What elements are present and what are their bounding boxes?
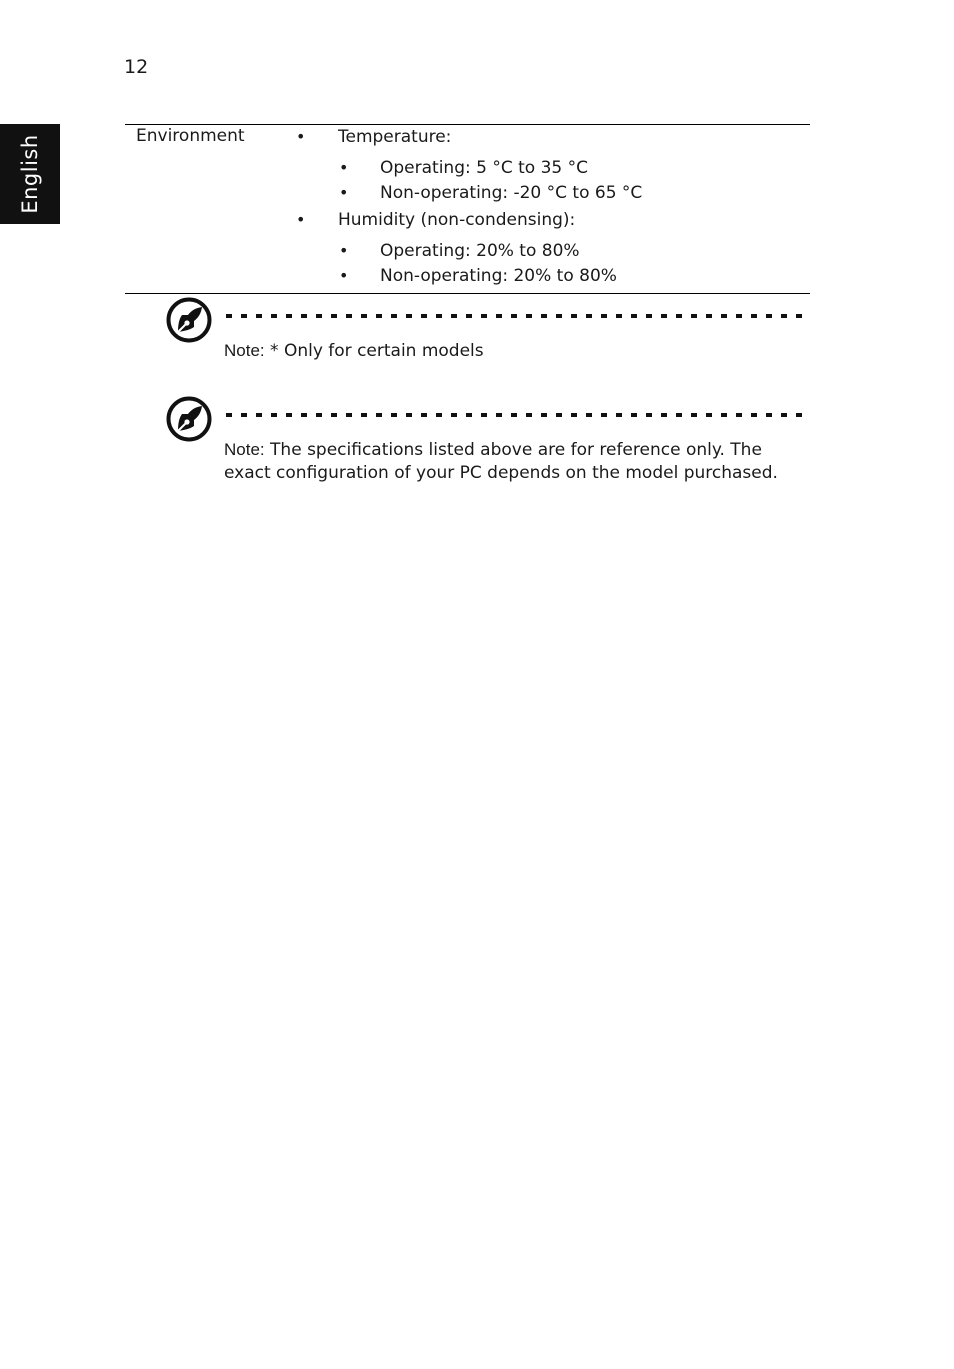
bullet-icon: • [296,210,306,229]
spec-subitem-text: Non-operating: 20% to 80% [380,266,617,286]
spec-table [125,124,810,294]
language-tab-label: English [18,134,42,214]
note-text [224,438,804,485]
note-body: * Only for certain models [264,341,484,361]
bullet-icon: • [296,127,306,146]
note-box [166,396,810,496]
pen-nib-note-icon [166,297,212,343]
note-label: Note: [224,341,265,360]
note-body: The specifications listed above are for reference only. The exact configuration of your PC depends on the model purchased. [224,440,778,483]
note-label: Note: [224,440,265,459]
bullet-icon: • [339,241,349,260]
spec-item-label: Temperature: [338,127,452,147]
bullet-icon: • [339,158,349,177]
bullet-icon: • [339,266,349,285]
spec-item-label: Humidity (non-condensing): [338,210,576,230]
bullet-icon: • [339,183,349,202]
note-box [166,297,810,367]
spec-subitem-text: Operating: 5 °C to 35 °C [380,158,588,178]
spec-subitem-text: Non-operating: -20 °C to 65 °C [380,183,643,203]
note-text [224,339,804,363]
pen-nib-note-icon [166,396,212,442]
page-number: 12 [124,56,149,78]
spec-row-label: Environment [136,126,245,146]
spec-subitem-text: Operating: 20% to 80% [380,241,580,261]
note-dotted-rule [226,314,810,318]
note-dotted-rule [226,413,810,417]
language-tab [0,124,60,224]
